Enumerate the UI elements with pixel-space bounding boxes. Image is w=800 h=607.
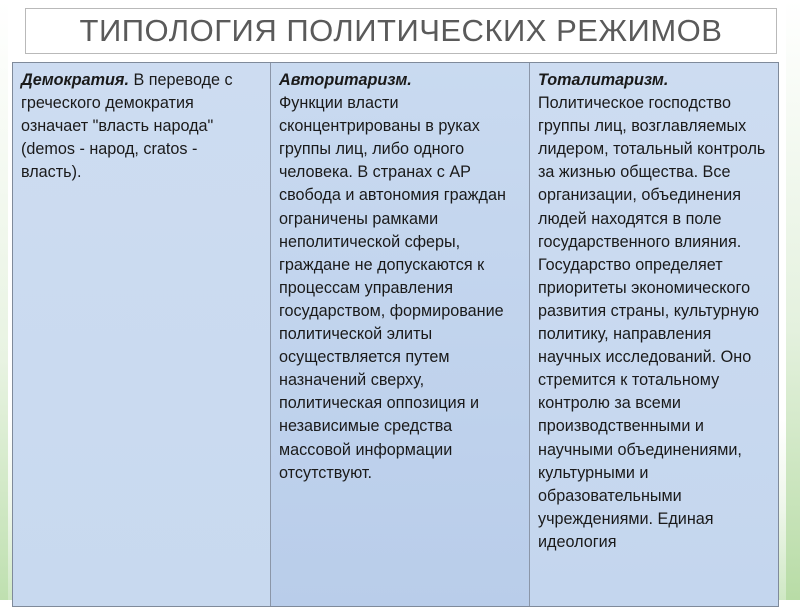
cell-text-democracy: [21, 69, 262, 184]
cell-heading-democracy: Демократия.: [21, 71, 129, 89]
background-edge-left: [0, 0, 8, 600]
table-cell-democracy: [13, 63, 271, 606]
cell-body-totalitarianism: Политическое господство группы лиц, возглавляемых лидером, тотальный контроль за жизнью общества. Все организации, объединения людей находятся в поле государственного влияния. Государство определяет приоритеты экономического развития страны, культурную политику, направления научных исследований. Оно стремится к тотальному контролю за всеми производственными и научными объединениями, культурными и образовательными учреждениями. Единая идеология: [538, 94, 766, 551]
slide-title: ТИПОЛОГИЯ ПОЛИТИЧЕСКИХ РЕЖИМОВ: [79, 13, 723, 48]
cell-text-authoritarianism: [279, 69, 521, 485]
background-edge-right: [786, 0, 800, 600]
cell-heading-authoritarianism: Авторитаризм.: [279, 71, 412, 89]
table-cell-totalitarianism: [530, 63, 778, 606]
regimes-table: [12, 62, 779, 607]
title-box: [25, 8, 777, 54]
cell-body-democracy: В переводе с греческого демократия означает "власть народа" (demos - народ, cratos - власть).: [21, 71, 233, 182]
cell-text-totalitarianism: [538, 69, 770, 554]
table-cell-authoritarianism: [271, 63, 530, 606]
cell-heading-totalitarianism: Тоталитаризм.: [538, 71, 669, 89]
cell-body-authoritarianism: Функции власти сконцентрированы в руках группы лиц, либо одного человека. В странах с АР свобода и автономия граждан ограничены рамками неполитической сферы, граждане не допускаются к процессам управления государством, формирование политической элиты осуществляется путем назначений сверху, политическая оппозиция и независимые средства массовой информации отсутствуют.: [279, 94, 506, 482]
